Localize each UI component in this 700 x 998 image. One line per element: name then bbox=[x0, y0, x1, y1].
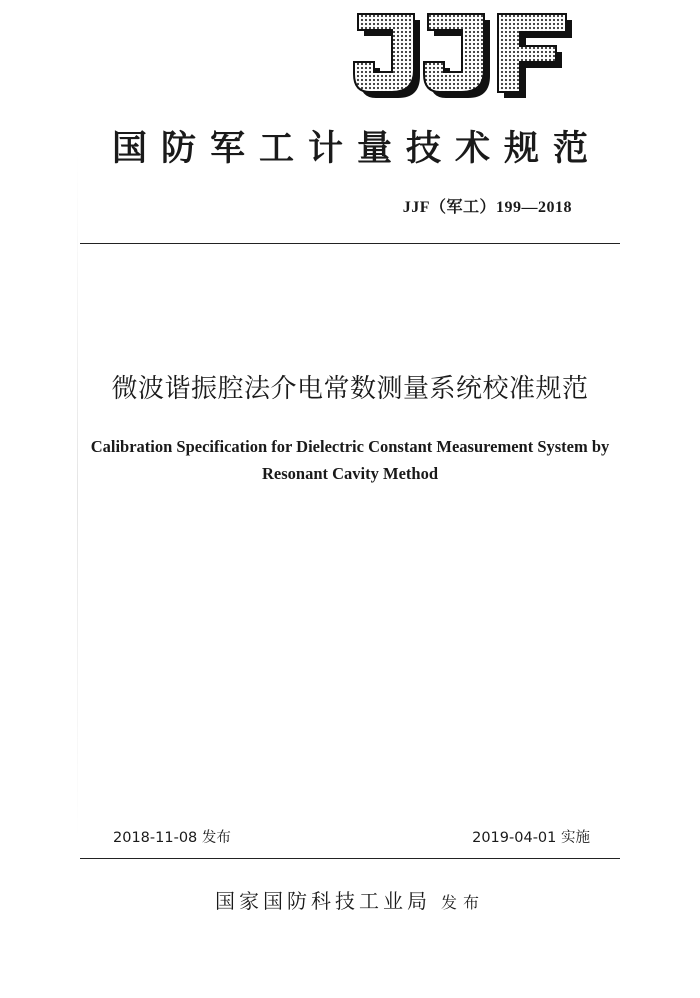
publisher-name: 国家国防科技工业局 bbox=[214, 889, 431, 913]
publisher-suffix: 发布 bbox=[440, 893, 485, 912]
english-title-line-2: Resonant Cavity Method bbox=[262, 464, 438, 483]
english-title bbox=[70, 433, 630, 487]
category-title: 国防军工计量技术规范 bbox=[111, 128, 602, 169]
document-number: JJF（军工）199—2018 bbox=[402, 199, 572, 216]
english-title-line-1: Calibration Specification for Dielectric Constant Measurement System by bbox=[90, 437, 610, 456]
effective-date: 2019-04-01 实施 bbox=[472, 830, 590, 846]
jjf-logo-icon bbox=[348, 10, 578, 102]
publisher-line bbox=[0, 885, 700, 914]
chinese-title: 微波谐振腔法介电常数测量系统校准规范 bbox=[111, 374, 589, 404]
logo-text bbox=[348, 102, 349, 103]
bottom-divider bbox=[80, 858, 620, 859]
issue-date: 2018-11-08 发布 bbox=[113, 830, 231, 846]
page-edge-shadow bbox=[77, 150, 78, 840]
top-divider bbox=[80, 243, 620, 244]
